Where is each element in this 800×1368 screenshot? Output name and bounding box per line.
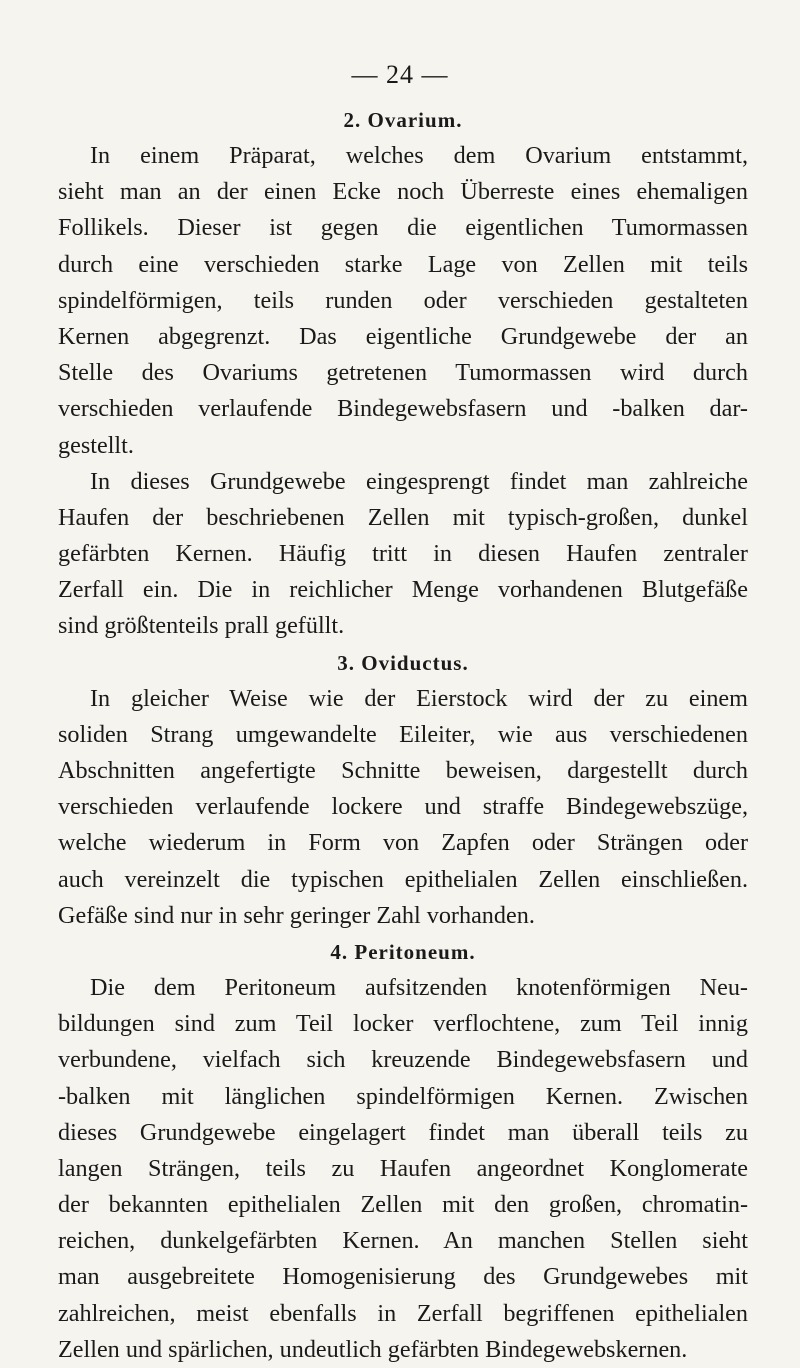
text-line: Follikels. Dieser ist gegen die eigentlichen Tumormassen [58, 214, 748, 242]
text-line: welche wiederum in Form von Zapfen oder Strängen oder [58, 829, 748, 857]
section [58, 102, 748, 645]
section-heading: 2. Ovarium. [343, 108, 463, 132]
section-heading: 3. Oviductus. [337, 650, 469, 675]
text-line: dieses Grundgewebe eingelagert findet man überall teils zu [58, 1118, 748, 1146]
paragraph [58, 681, 748, 934]
text-line: verschieden verlaufende lockere und straffe Bindegewebszüge, [58, 793, 748, 821]
text-line: Zerfall ein. Die in reichlicher Menge vorhandenen Blutgefäße [58, 576, 748, 604]
section [58, 934, 748, 1368]
text-line: soliden Strang umgewandelte Eileiter, wie aus verschiedenen [58, 720, 748, 748]
text-line: Stelle des Ovariums getretenen Tumormassen wird durch [58, 359, 748, 387]
text-line: sieht man an der einen Ecke noch Überreste eines ehemaligen [58, 178, 748, 206]
text-line: Gefäße sind nur in sehr geringer Zahl vorhanden. [58, 901, 535, 929]
text-line: zahlreichen, meist ebenfalls in Zerfall begriffenen epithelialen [58, 1299, 748, 1327]
paragraph [58, 138, 748, 464]
text-line: Die dem Peritoneum aufsitzenden knotenförmigen Neu- [90, 973, 748, 1001]
section-heading: 4. Peritoneum. [330, 939, 476, 964]
body-text [58, 102, 748, 1368]
text-line: sind größtenteils prall gefüllt. [58, 612, 345, 640]
text-line: Zellen und spärlichen, undeutlich gefärbten Bindegewebskernen. [58, 1335, 688, 1363]
text-line: Abschnitten angefertigte Schnitte beweisen, dargestellt durch [58, 757, 748, 784]
text-line: reichen, dunkelgefärbten Kernen. An manchen Stellen sieht [58, 1227, 748, 1255]
text-line: Kernen abgegrenzt. Das eigentliche Grundgewebe der an [58, 322, 748, 350]
page-number: — 24 — [351, 60, 449, 89]
text-line: gestellt. [58, 431, 134, 459]
text-line: verbundene, vielfach sich kreuzende Bindegewebsfasern und [58, 1046, 748, 1074]
text-line: gefärbten Kernen. Häufig tritt in diesen Haufen zentraler [58, 540, 748, 568]
text-line: spindelförmigen, teils runden oder verschieden gestalteten [58, 286, 748, 314]
text-line: verschieden verlaufende Bindegewebsfasern und -balken dar- [58, 395, 748, 423]
text-line: In dieses Grundgewebe eingesprengt findet man zahlreiche [90, 467, 748, 495]
text-line: man ausgebreitete Homogenisierung des Grundgewebes mit [58, 1263, 748, 1291]
text-line: durch eine verschieden starke Lage von Zellen mit teils [58, 250, 748, 278]
paragraph [58, 970, 748, 1368]
text-line: langen Strängen, teils zu Haufen angeordnet Konglomerate [58, 1154, 748, 1182]
text-line: In einem Präparat, welches dem Ovarium entstammt, [90, 142, 748, 169]
text-line: In gleicher Weise wie der Eierstock wird der zu einem [90, 684, 748, 712]
paragraph [58, 464, 748, 645]
section [58, 645, 748, 934]
text-line: Haufen der beschriebenen Zellen mit typisch-großen, dunkel [58, 503, 748, 531]
text-line: bildungen sind zum Teil locker verflochtene, zum Teil innig [58, 1010, 748, 1038]
text-line: der bekannten epithelialen Zellen mit den großen, chromatin- [58, 1191, 748, 1219]
text-line: -balken mit länglichen spindelförmigen Kernen. Zwischen [58, 1082, 748, 1110]
text-line: auch vereinzelt die typischen epithelialen Zellen einschließen. [58, 865, 748, 893]
